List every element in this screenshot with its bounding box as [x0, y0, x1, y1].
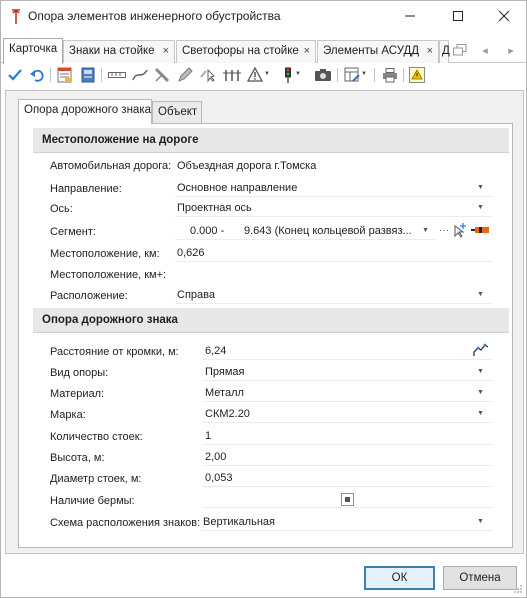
segment-locate-icon[interactable] [471, 225, 489, 235]
content-panel [5, 90, 524, 554]
chevron-down-icon[interactable]: ▼ [264, 71, 270, 77]
maximize-icon [453, 11, 463, 21]
toolbar-separator [101, 68, 102, 82]
segment-more-button[interactable]: ··· [439, 225, 449, 236]
chevron-down-icon[interactable]: ▼ [477, 184, 484, 191]
tab-close-icon[interactable]: × [426, 45, 433, 57]
inner-tab-label: Объект [158, 106, 198, 118]
tab-strip [1, 38, 526, 63]
pencil-icon [177, 67, 193, 83]
segment-end: 9.643 (Конец кольцевой развяз... [244, 225, 412, 237]
brand-value: СКМ2.20 [205, 408, 250, 420]
tab-scroll-left-button[interactable] [475, 38, 495, 62]
tab-signs-on-pole[interactable] [63, 40, 175, 63]
warning-icon [409, 67, 425, 83]
tab-object[interactable] [152, 101, 202, 123]
warning-button[interactable] [408, 66, 426, 84]
pole-type-select[interactable] [203, 363, 493, 381]
direction-select[interactable] [175, 179, 493, 197]
tab-label: Д [442, 45, 450, 57]
restore-tabs-button[interactable] [449, 38, 471, 62]
measure-button[interactable] [153, 66, 171, 84]
edge-distance-label: Расстояние от кромки, м: [50, 346, 179, 358]
pointer-button[interactable] [199, 66, 217, 84]
chevron-down-icon[interactable]: ▼ [477, 204, 484, 211]
post-count-input[interactable] [203, 427, 493, 445]
pole-section [33, 308, 509, 544]
segment-start: 0.000 - [190, 225, 225, 237]
table-edit-icon [344, 67, 360, 83]
cancel-button[interactable] [443, 566, 517, 590]
ruler-icon [108, 70, 126, 80]
road-label: Автомобильная дорога: [50, 160, 172, 172]
table-edit-button[interactable] [343, 66, 361, 84]
pick-on-map-icon[interactable] [453, 222, 467, 238]
placement-value: Справа [177, 289, 215, 301]
fence-button[interactable] [222, 66, 242, 84]
print-button[interactable] [381, 66, 399, 84]
placement-select[interactable] [175, 286, 493, 304]
tab-traffic-lights[interactable] [176, 40, 316, 63]
material-value: Металл [205, 387, 244, 399]
segment-select[interactable] [175, 222, 437, 240]
pointer-icon [200, 67, 216, 83]
tab-label: Знаки на стойке [69, 45, 155, 57]
measure-icon [154, 67, 170, 83]
direction-label: Направление: [50, 183, 122, 195]
axis-value: Проектная ось [177, 202, 252, 214]
undo-button[interactable] [28, 66, 46, 84]
chevron-down-icon[interactable]: ▼ [477, 389, 484, 396]
diameter-value: 0,053 [205, 472, 233, 484]
post-count-label: Количество стоек: [50, 431, 143, 443]
tab-label: Элементы АСУДД [323, 45, 420, 57]
scheme-value: Вертикальная [203, 516, 275, 528]
berm-label: Наличие бермы: [50, 495, 135, 507]
chevron-down-icon[interactable]: ▼ [477, 368, 484, 375]
chevron-down-icon[interactable]: ▼ [295, 71, 301, 77]
tab-label: Карточка [9, 43, 58, 55]
minimize-button[interactable] [393, 1, 427, 31]
warning-sign-icon [247, 67, 263, 83]
location-km-value: 0,626 [177, 247, 205, 259]
close-button[interactable] [487, 1, 521, 31]
location-kmplus-label: Местоположение, км+: [50, 269, 167, 281]
tab-close-icon[interactable]: × [162, 45, 169, 57]
card-icon [81, 67, 95, 83]
toolbar-separator [403, 68, 404, 82]
location-kmplus-input[interactable] [175, 265, 493, 283]
edge-distance-input[interactable] [203, 342, 493, 360]
pole-app-icon [9, 7, 23, 25]
toolbar [1, 64, 526, 86]
brand-label: Марка: [50, 409, 86, 421]
chevron-down-icon[interactable]: ▼ [422, 227, 429, 234]
road-value: Объездная дорога г.Томска [177, 160, 317, 172]
tab-label: Светофоры на стойке [182, 45, 299, 57]
sign-button[interactable] [246, 66, 264, 84]
diameter-label: Диаметр стоек, м: [50, 473, 142, 485]
material-label: Материал: [50, 388, 105, 400]
pole-type-value: Прямая [205, 366, 245, 378]
pencil-button[interactable] [176, 66, 194, 84]
undo-icon [30, 69, 44, 82]
close-icon [499, 11, 509, 21]
chevron-down-icon[interactable]: ▼ [361, 71, 367, 77]
section-header: Опора дорожного знака [33, 308, 509, 333]
window-title: Опора элементов инженерного обустройства [28, 9, 281, 23]
tab-page [18, 123, 513, 548]
ruler-button[interactable] [107, 66, 127, 84]
section-header: Местоположение на дороге [33, 128, 509, 153]
chevron-right-icon: ▸ [508, 44, 514, 57]
check-icon [8, 69, 22, 81]
location-km-label: Местоположение, км: [50, 248, 160, 260]
scheme-select[interactable] [201, 513, 493, 531]
height-label: Высота, м: [50, 452, 105, 464]
camera-button[interactable] [313, 66, 333, 84]
tab-asudd-elements[interactable] [317, 40, 439, 63]
resize-grip-icon[interactable] [513, 584, 523, 594]
post-count-value: 1 [205, 430, 212, 442]
berm-checkbox[interactable] [341, 493, 354, 506]
save-button[interactable] [6, 66, 24, 84]
ok-label: ОК [391, 572, 408, 584]
scheme-label: Схема расположения знаков: [50, 517, 201, 529]
report-button[interactable] [56, 66, 74, 84]
maximize-button[interactable] [441, 1, 475, 31]
axis-label: Ось: [50, 203, 73, 215]
segment-label: Сегмент: [50, 226, 96, 238]
material-select[interactable] [203, 384, 493, 402]
diameter-input[interactable] [203, 469, 493, 487]
tab-card[interactable] [3, 38, 63, 64]
camera-icon [314, 68, 332, 82]
chevron-down-icon[interactable]: ▼ [477, 410, 484, 417]
tab-overflow[interactable] [439, 40, 449, 63]
title-bar[interactable] [1, 1, 526, 32]
minimize-icon [405, 11, 415, 21]
fence-icon [223, 69, 241, 81]
toolbar-separator [50, 68, 51, 82]
inner-tab-label: Опора дорожного знака [24, 104, 151, 116]
cancel-label: Отмена [459, 572, 501, 584]
location-km-input[interactable] [175, 244, 493, 262]
measure-distance-icon[interactable] [473, 342, 489, 358]
tab-sign-pole[interactable] [18, 99, 152, 124]
toolbar-separator [337, 68, 338, 82]
chevron-down-icon[interactable]: ▼ [477, 291, 484, 298]
traffic-pole-icon [283, 67, 293, 83]
curve-button[interactable] [131, 66, 149, 84]
ok-button[interactable] [364, 566, 435, 590]
curve-icon [132, 68, 148, 82]
chevron-down-icon[interactable]: ▼ [477, 518, 484, 525]
pole-type-label: Вид опоры: [50, 367, 109, 379]
brand-select[interactable] [203, 405, 493, 423]
report-icon [57, 67, 73, 83]
print-icon [382, 68, 398, 83]
height-value: 2,00 [205, 451, 227, 463]
windows-icon [453, 44, 467, 56]
edge-distance-value: 6,24 [205, 345, 227, 357]
tab-scroll-right-button[interactable] [501, 38, 521, 62]
chevron-left-icon: ◂ [482, 44, 488, 57]
direction-value: Основное направление [177, 182, 298, 194]
toolbar-separator [374, 68, 375, 82]
tab-close-icon[interactable]: × [303, 45, 310, 57]
placement-label: Расположение: [50, 290, 128, 302]
location-section [33, 128, 509, 300]
card-button[interactable] [79, 66, 97, 84]
axis-select[interactable] [175, 199, 493, 217]
height-input[interactable] [203, 448, 493, 466]
